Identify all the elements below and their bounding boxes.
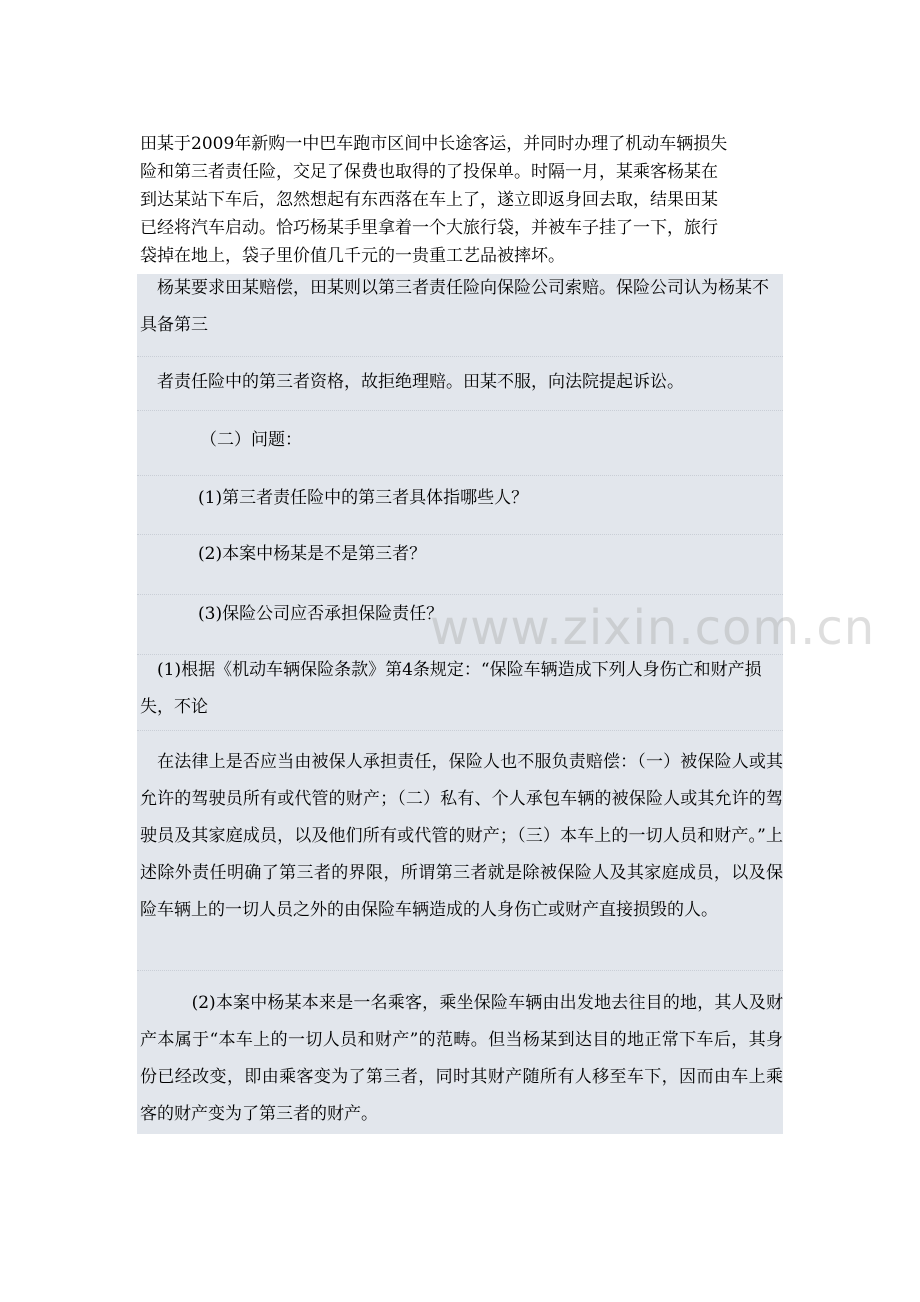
answer-1-intro: (1)根据《机动车辆保险条款》第4条规定：“保险车辆造成下列人身伤亡和财产损失，不论 xyxy=(140,660,762,717)
divider xyxy=(137,410,783,411)
divider xyxy=(137,356,783,357)
question-2: (2)本案中杨某是不是第三者？ xyxy=(198,544,427,564)
questions-heading: （二）问题： xyxy=(200,430,302,450)
divider xyxy=(137,534,783,535)
divider xyxy=(137,594,783,595)
intro-line: 险和第三者责任险，交足了保费也取得的了投保单。时隔一月，某乘客杨某在 xyxy=(140,162,718,182)
question-1: (1)第三者责任险中的第三者具体指哪些人？ xyxy=(198,488,529,508)
intro-line: 到达某站下车后，忽然想起有东西落在车上了，遂立即返身回去取，结果田某 xyxy=(140,190,718,210)
case-paragraph-2: 者责任险中的第三者资格，故拒绝理赔。田某不服，向法院提起诉讼。 xyxy=(140,372,684,392)
divider xyxy=(137,970,783,971)
divider xyxy=(137,730,783,731)
watermark: www.zixin.com.cn xyxy=(430,600,876,656)
question-3: (3)保险公司应否承担保险责任？ xyxy=(198,604,444,624)
case-paragraph-1: 杨某要求田某赔偿，田某则以第三者责任险向保险公司索赔。保险公司认为杨某不具备第三 xyxy=(140,278,769,335)
intro-paragraph xyxy=(140,130,785,270)
answer-2: (2)本案中杨某本来是一名乘客，乘坐保险车辆由出发地去往目的地，其人及财产本属于“本车上的一切人员和财产”的范畴。但当杨某到达目的地正常下车后，其身份已经改变，即由乘客变为了第三者，同时其财产随所有人移至车下，因而由车上乘客的财产变为了第三者的财产。 xyxy=(140,993,783,1124)
divider xyxy=(137,475,783,476)
intro-line: 已经将汽车启动。恰巧杨某手里拿着一个大旅行袋，并被车子挂了一下，旅行 xyxy=(140,218,718,238)
intro-line: 袋掉在地上，袋子里价值几千元的一贵重工艺品被摔坏。 xyxy=(140,246,565,266)
answer-1-body: 在法律上是否应当由被保人承担责任，保险人也不服负责赔偿：（一）被保险人或其允许的驾驶员所有或代管的财产；（二）私有、个人承包车辆的被保险人或其允许的驾驶员及其家庭成员，以及他们所有或代管的财产；（三）本车上的一切人员和财产。”上述除外责任明确了第三者的界限，所谓第三者就是除被保险人及其家庭成员，以及保险车辆上的一切人员之外的由保险车辆造成的人身伤亡或财产直接损毁的人。 xyxy=(140,752,783,920)
intro-line: 田某于2009年新购一中巴车跑市区间中长途客运，并同时办理了机动车辆损失 xyxy=(140,134,728,154)
